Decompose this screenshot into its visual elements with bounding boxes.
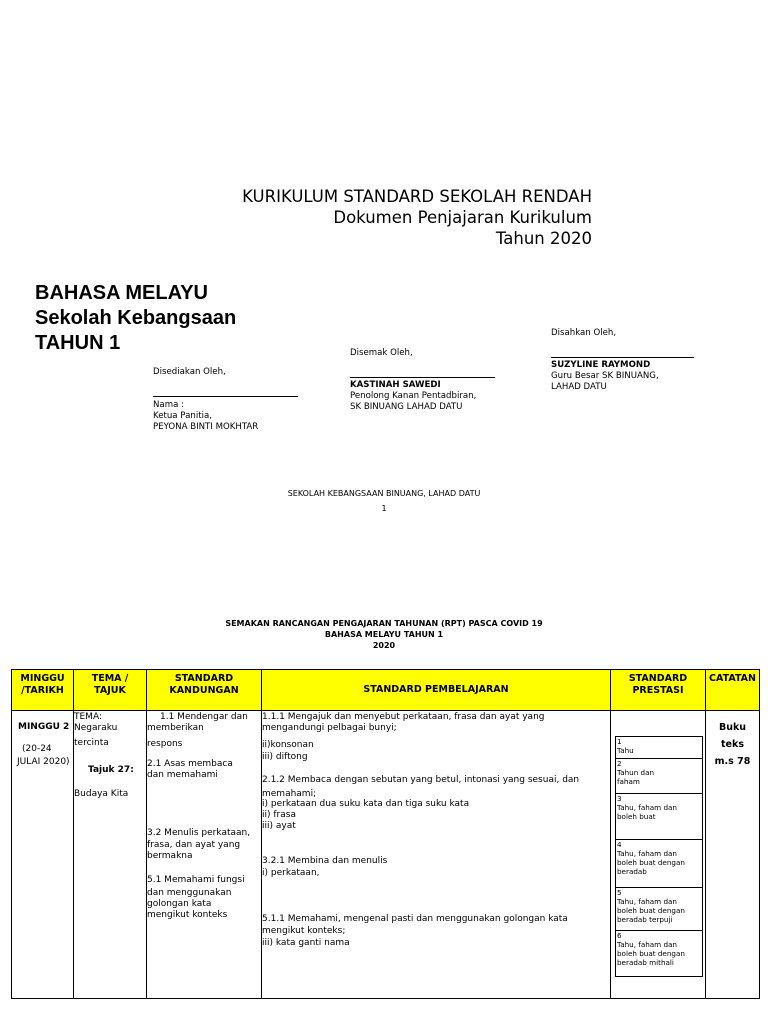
document-title xyxy=(0,618,768,651)
pembelajaran-1-line-4: iii) diftong xyxy=(262,752,308,762)
catatan-line-2: teks xyxy=(721,739,744,750)
kandungan-3-line-1: 3.2 Menulis perkataan, xyxy=(147,828,251,838)
pembelajaran-2-line-1: 2.1.2 Membaca dengan sebutan yang betul, intonasi yang sesuai, dan xyxy=(262,775,580,785)
cell-standard-kandungan xyxy=(147,711,262,999)
prestasi-level-6: 6 Tahu, faham dan boleh buat dengan beradab mithali xyxy=(616,931,702,977)
subject-line-2: Sekolah Kebangsaan xyxy=(35,307,237,329)
prestasi-level-4: 4 Tahu, faham dan boleh buat dengan beradab xyxy=(616,840,702,888)
tema-label: TEMA: xyxy=(74,712,102,722)
reviewed-label: Disemak Oleh, xyxy=(350,348,413,358)
curriculum-header xyxy=(242,186,592,249)
minggu-label: MINGGU 2 xyxy=(18,722,70,732)
table-row xyxy=(12,711,760,999)
approved-label: Disahkan Oleh, xyxy=(551,328,617,338)
kandungan-1-line-1: 1.1 Mendengar dan xyxy=(160,712,248,722)
header-standard-pembelajaran: STANDARD PEMBELAJARAN xyxy=(262,670,611,711)
header-tema: TEMA / TAJUK xyxy=(74,670,147,711)
pembelajaran-4-line-3: iii) kata ganti nama xyxy=(262,938,350,948)
doc-title-line-2: BAHASA MELAYU TAHUN 1 xyxy=(324,630,444,639)
kandungan-1-line-3: respons xyxy=(147,739,183,749)
prestasi-level-1: 1 Tahu xyxy=(616,737,702,759)
pembelajaran-3-line-1: 3.2.1 Membina dan menulis xyxy=(262,856,388,866)
cell-tema xyxy=(74,711,147,999)
pembelajaran-2-line-2: memahami; xyxy=(262,789,317,799)
kandungan-4-line-3: golongan kata xyxy=(147,899,212,909)
footer-school: SEKOLAH KEBANGSAAN BINUANG, LAHAD DATU xyxy=(287,489,481,498)
doc-title-line-1: SEMAKAN RANCANGAN PENGAJARAN TAHUNAN (RPT) PASCA COVID 19 xyxy=(225,619,543,628)
approved-org: LAHAD DATU xyxy=(551,382,607,392)
reviewed-signature-line xyxy=(350,377,495,378)
rpt-table xyxy=(11,669,760,999)
pembelajaran-1-line-2: mengandungi pelbagai bunyi; xyxy=(262,723,397,733)
kandungan-4-line-2: dan menggunakan xyxy=(147,888,232,898)
kandungan-2-line-2: dan memahami xyxy=(147,770,218,780)
pembelajaran-2-line-3: i) perkataan dua suku kata dan tiga suku kata xyxy=(262,799,470,809)
catatan-line-1: Buku xyxy=(718,722,747,733)
catatan-line-3: m.s 78 xyxy=(714,756,751,767)
pembelajaran-4-line-2: mengikut konteks; xyxy=(262,926,346,936)
kandungan-3-line-2: frasa, dan ayat yang xyxy=(147,840,241,850)
pembelajaran-1-line-1: 1.1.1 Mengajuk dan menyebut perkataan, frasa dan ayat yang xyxy=(262,712,545,722)
header-line-2: Dokumen Penjajaran Kurikulum xyxy=(333,208,592,227)
prestasi-level-2: 2 Tahun dan faham xyxy=(616,759,702,794)
reviewed-role: Penolong Kanan Pentadbiran, xyxy=(350,391,477,401)
subject-title xyxy=(35,281,236,356)
header-standard-kandungan: STANDARD KANDUNGAN xyxy=(147,670,262,711)
header-standard-prestasi: STANDARD PRESTASI xyxy=(611,670,706,711)
prepared-name-label: Nama : xyxy=(153,400,184,410)
subject-line-1: BAHASA MELAYU xyxy=(35,282,208,304)
page-number: 1 xyxy=(381,504,387,513)
tajuk-name: Budaya Kita xyxy=(74,789,129,799)
kandungan-4-line-4: mengikut konteks xyxy=(147,910,228,920)
approved-role: Guru Besar SK BINUANG, xyxy=(551,371,659,381)
pembelajaran-2-line-5: iii) ayat xyxy=(262,821,296,831)
tema-name-2: tercinta xyxy=(74,738,109,748)
kandungan-2-line-1: 2.1 Asas membaca xyxy=(147,759,233,769)
header-minggu: MINGGU /TARIKH xyxy=(12,670,74,711)
tarikh-1: (20-24 xyxy=(22,744,52,754)
signature-reviewed xyxy=(350,348,495,413)
kandungan-4-line-1: 5.1 Memahami fungsi xyxy=(147,875,245,885)
tajuk-label: Tajuk 27: xyxy=(88,765,134,775)
prestasi-level-5: 5 Tahu, faham dan boleh buat dengan beradab terpuji xyxy=(616,888,702,931)
reviewed-org: SK BINUANG LAHAD DATU xyxy=(350,402,463,412)
doc-title-line-3: 2020 xyxy=(372,641,396,650)
cell-catatan xyxy=(706,711,760,999)
signature-approved xyxy=(551,328,694,393)
school-footer xyxy=(0,488,768,514)
pembelajaran-4-line-1: 5.1.1 Memahami, mengenal pasti dan menggunakan golongan kata xyxy=(262,914,568,924)
subject-line-3: TAHUN 1 xyxy=(35,332,121,354)
header-line-3: Tahun 2020 xyxy=(495,229,592,248)
prepared-name: PEYONA BINTI MOKHTAR xyxy=(153,422,259,432)
header-catatan: CATATAN xyxy=(706,670,760,711)
prepared-signature-line xyxy=(153,396,298,397)
header-line-1: KURIKULUM STANDARD SEKOLAH RENDAH xyxy=(242,187,592,206)
table-header-row xyxy=(12,670,760,711)
kandungan-3-line-3: bermakna xyxy=(147,851,193,861)
pembelajaran-3-line-2: i) perkataan, xyxy=(262,868,320,878)
approved-name: SUZYLINE RAYMOND xyxy=(551,360,651,370)
cell-standard-prestasi xyxy=(611,711,706,999)
reviewed-name: KASTINAH SAWEDI xyxy=(350,380,441,390)
prepared-role: Ketua Panitia, xyxy=(153,411,212,421)
tema-name-1: Negaraku xyxy=(74,723,118,733)
approved-signature-line xyxy=(551,357,694,358)
cell-minggu xyxy=(12,711,74,999)
prestasi-level-3: 3 Tahu, faham dan boleh buat xyxy=(616,794,702,840)
cell-standard-pembelajaran xyxy=(262,711,611,999)
pembelajaran-1-line-3: ii)konsonan xyxy=(262,740,314,750)
pembelajaran-2-line-4: ii) frasa xyxy=(262,810,296,820)
signature-prepared xyxy=(153,367,298,433)
prepared-label: Disediakan Oleh, xyxy=(153,367,226,377)
tarikh-2: JULAI 2020) xyxy=(17,757,70,767)
kandungan-1-line-2: memberikan xyxy=(147,723,204,733)
prestasi-levels xyxy=(615,736,703,977)
